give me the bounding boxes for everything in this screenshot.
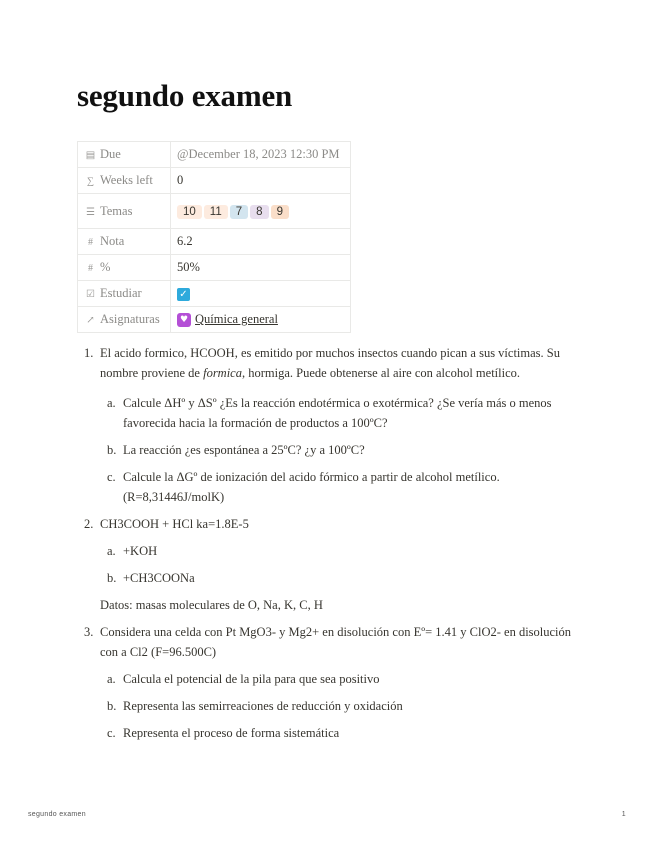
question-number: 2. bbox=[84, 517, 94, 531]
arrow-up-right-icon: ↗ bbox=[86, 315, 95, 326]
properties-table bbox=[77, 141, 351, 333]
question-1 bbox=[77, 343, 587, 383]
question-text-end: , hormiga. Puede obtenerse al aire con alcohol metílico. bbox=[241, 366, 521, 380]
property-label: Asignaturas bbox=[100, 312, 160, 326]
subquestion-3c: c. Representa el proceso de forma sistemática bbox=[107, 726, 340, 740]
question-text: El acido formico, HCOOH, es emitido por muchos insectos cuando pican a sus víctimas. Su nombre proviene de bbox=[100, 346, 560, 380]
question-italic: formica bbox=[203, 366, 242, 380]
property-temas bbox=[78, 194, 351, 229]
tag-8[interactable]: 8 bbox=[250, 205, 268, 219]
question-text: Considera una celda con Pt MgO3- y Mg2+ en disolución con Eº= 1.41 y ClO2- en disolución con a Cl2 (F=96.500C) bbox=[100, 625, 572, 659]
due-date-value[interactable]: @December 18, 2023 12:30 PM bbox=[177, 147, 340, 161]
subquestion-2a: a. +KOH bbox=[107, 544, 158, 558]
asignatura-link[interactable]: Química general bbox=[195, 311, 278, 326]
nota-value: 6.2 bbox=[177, 234, 193, 248]
property-percent bbox=[78, 255, 351, 281]
footer-title: segundo examen bbox=[28, 811, 86, 818]
page-title: segundo examen bbox=[77, 78, 293, 113]
sigma-icon: ∑ bbox=[86, 176, 95, 187]
estudiar-checkbox[interactable]: ✓ bbox=[177, 288, 190, 301]
property-label: Nota bbox=[100, 234, 125, 248]
tag-9[interactable]: 9 bbox=[271, 205, 289, 219]
property-nota bbox=[78, 229, 351, 255]
question-3 bbox=[77, 622, 587, 662]
question-text: CH3COOH + HCl ka=1.8E-5 bbox=[100, 517, 249, 531]
weeks-left-value: 0 bbox=[177, 173, 184, 187]
percent-value: 50% bbox=[177, 260, 200, 274]
subquestion-3a: a. Calcula el potencial de la pila para que sea positivo bbox=[107, 672, 380, 686]
question-2 bbox=[77, 514, 587, 534]
question-list bbox=[77, 343, 587, 743]
property-due bbox=[78, 142, 351, 168]
property-label: % bbox=[100, 260, 111, 274]
checkbox-icon: ☑ bbox=[86, 289, 95, 300]
property-label: Weeks left bbox=[100, 173, 153, 187]
calendar-icon: ▤ bbox=[85, 150, 96, 161]
page-number: 1 bbox=[621, 811, 626, 818]
tag-11[interactable]: 11 bbox=[204, 205, 228, 219]
property-label: Estudiar bbox=[100, 286, 142, 300]
subquestion-3b: b. Representa las semirreaciones de reducción y oxidación bbox=[107, 699, 403, 713]
question-number: 1. bbox=[84, 346, 94, 360]
subquestion-1a: a. Calcule ΔHº y ΔSº ¿Es la reacción endotérmica o exotérmica? ¿Se vería más o menos favorecida hacia la formación de productos a 100ºC? bbox=[107, 396, 552, 430]
tag-7[interactable]: 7 bbox=[230, 205, 248, 219]
question-number: 3. bbox=[84, 625, 94, 639]
property-asignaturas bbox=[78, 307, 351, 333]
property-estudiar bbox=[78, 281, 351, 307]
question-2-note: Datos: masas moleculares de O, Na, K, C, H bbox=[100, 598, 323, 612]
property-weeks-left bbox=[78, 168, 351, 194]
hash-icon: # bbox=[88, 237, 93, 248]
property-label: Due bbox=[100, 147, 121, 161]
property-label: Temas bbox=[100, 203, 133, 218]
list-icon: ☰ bbox=[86, 206, 95, 218]
tag-10[interactable]: 10 bbox=[177, 205, 202, 219]
heart-icon: ♥ bbox=[177, 313, 191, 327]
hash-icon: # bbox=[88, 263, 93, 274]
subquestion-1b: b. La reacción ¿es espontánea a 25ºC? ¿y a 100ºC? bbox=[107, 443, 365, 457]
subquestion-2b: b. +CH3COONa bbox=[107, 571, 195, 585]
subquestion-1c: c. Calcule la ΔGº de ionización del acido fórmico a partir de alcohol metílico. (R=8,31446J/molK) bbox=[107, 470, 500, 504]
